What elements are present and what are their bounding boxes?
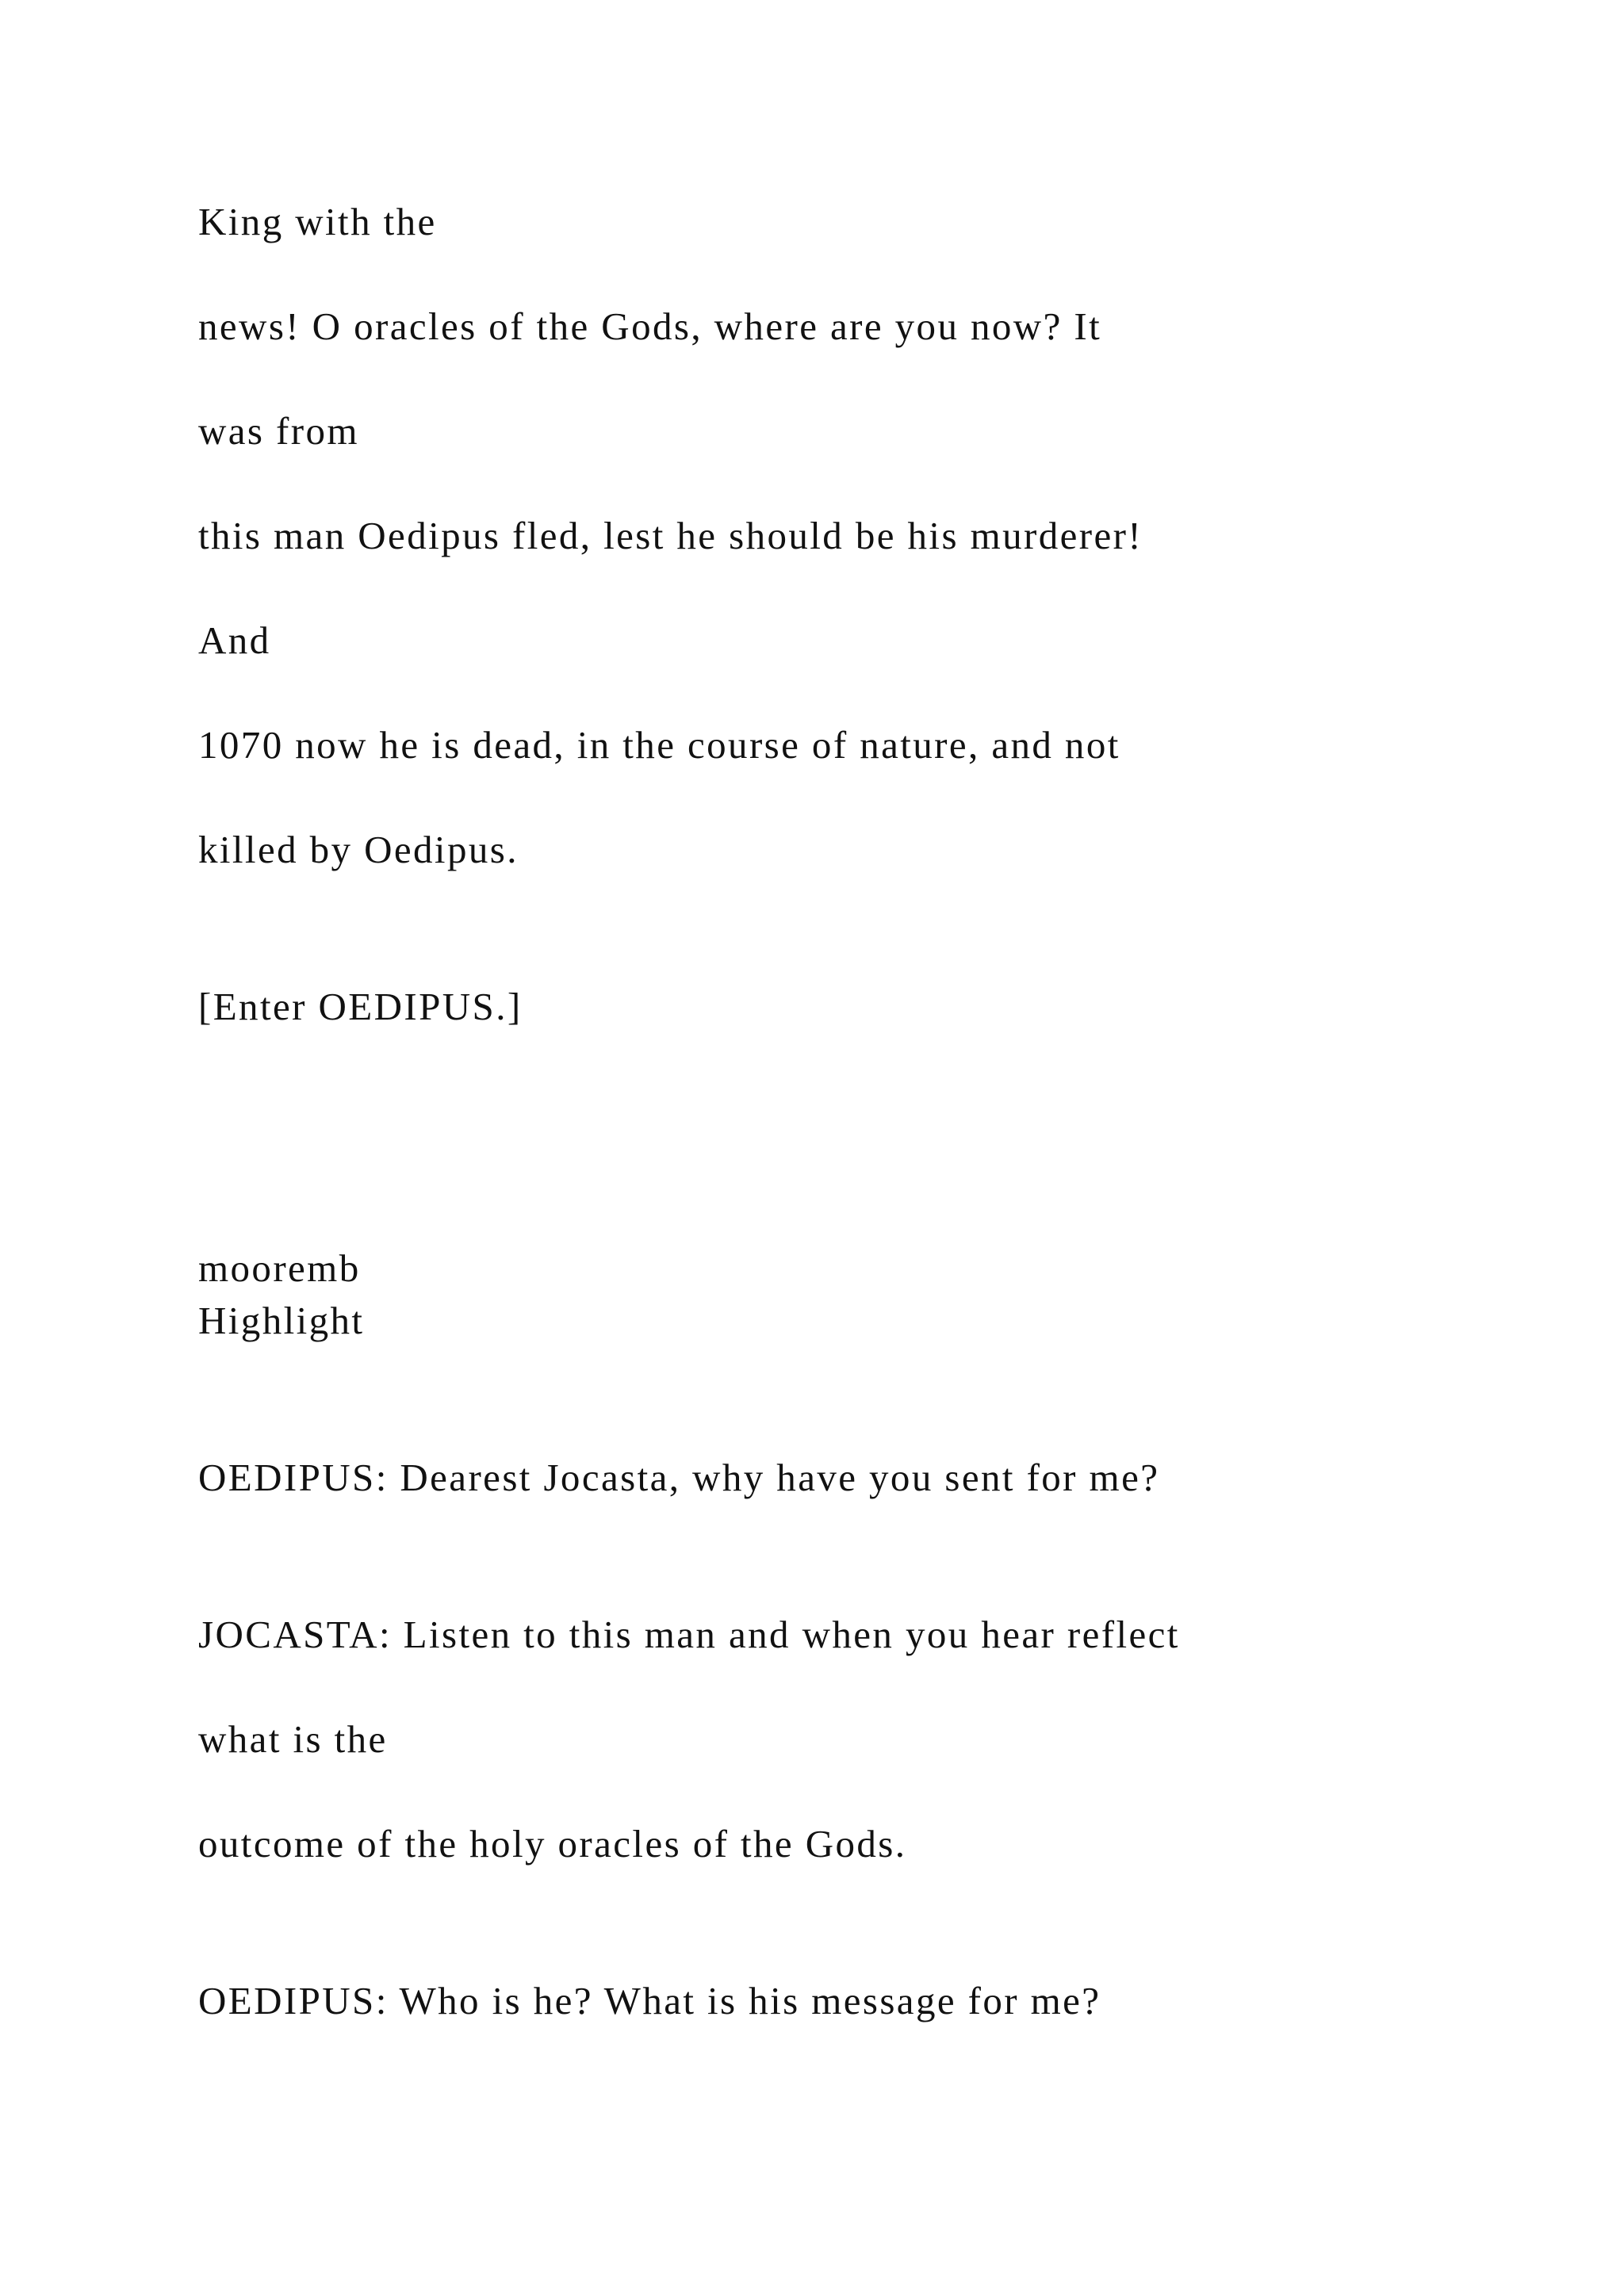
dialogue-line: OEDIPUS: Dearest Jocasta, why have you sent for me?: [198, 1456, 1160, 1499]
text-line: And: [198, 618, 271, 662]
dialogue-line: JOCASTA: Listen to this man and when you hear reflect: [198, 1613, 1180, 1656]
stage-direction: [Enter OEDIPUS.]: [198, 985, 523, 1028]
annotation-type: Highlight: [198, 1299, 365, 1342]
text-line: killed by Oedipus.: [198, 828, 519, 871]
text-line: news! O oracles of the Gods, where are you now? It: [198, 304, 1102, 348]
dialogue-line: OEDIPUS: Who is he? What is his message for me?: [198, 1979, 1101, 2022]
text-line: King with the: [198, 200, 437, 243]
line-numbered-text: 1070 now he is dead, in the course of nature, and not: [198, 723, 1120, 767]
annotation-author: mooremb: [198, 1246, 361, 1290]
text-line: what is the: [198, 1717, 388, 1761]
text-line: this man Oedipus fled, lest he should be his murderer!: [198, 514, 1143, 557]
text-line: outcome of the holy oracles of the Gods.: [198, 1822, 907, 1866]
text-line: was from: [198, 409, 359, 453]
